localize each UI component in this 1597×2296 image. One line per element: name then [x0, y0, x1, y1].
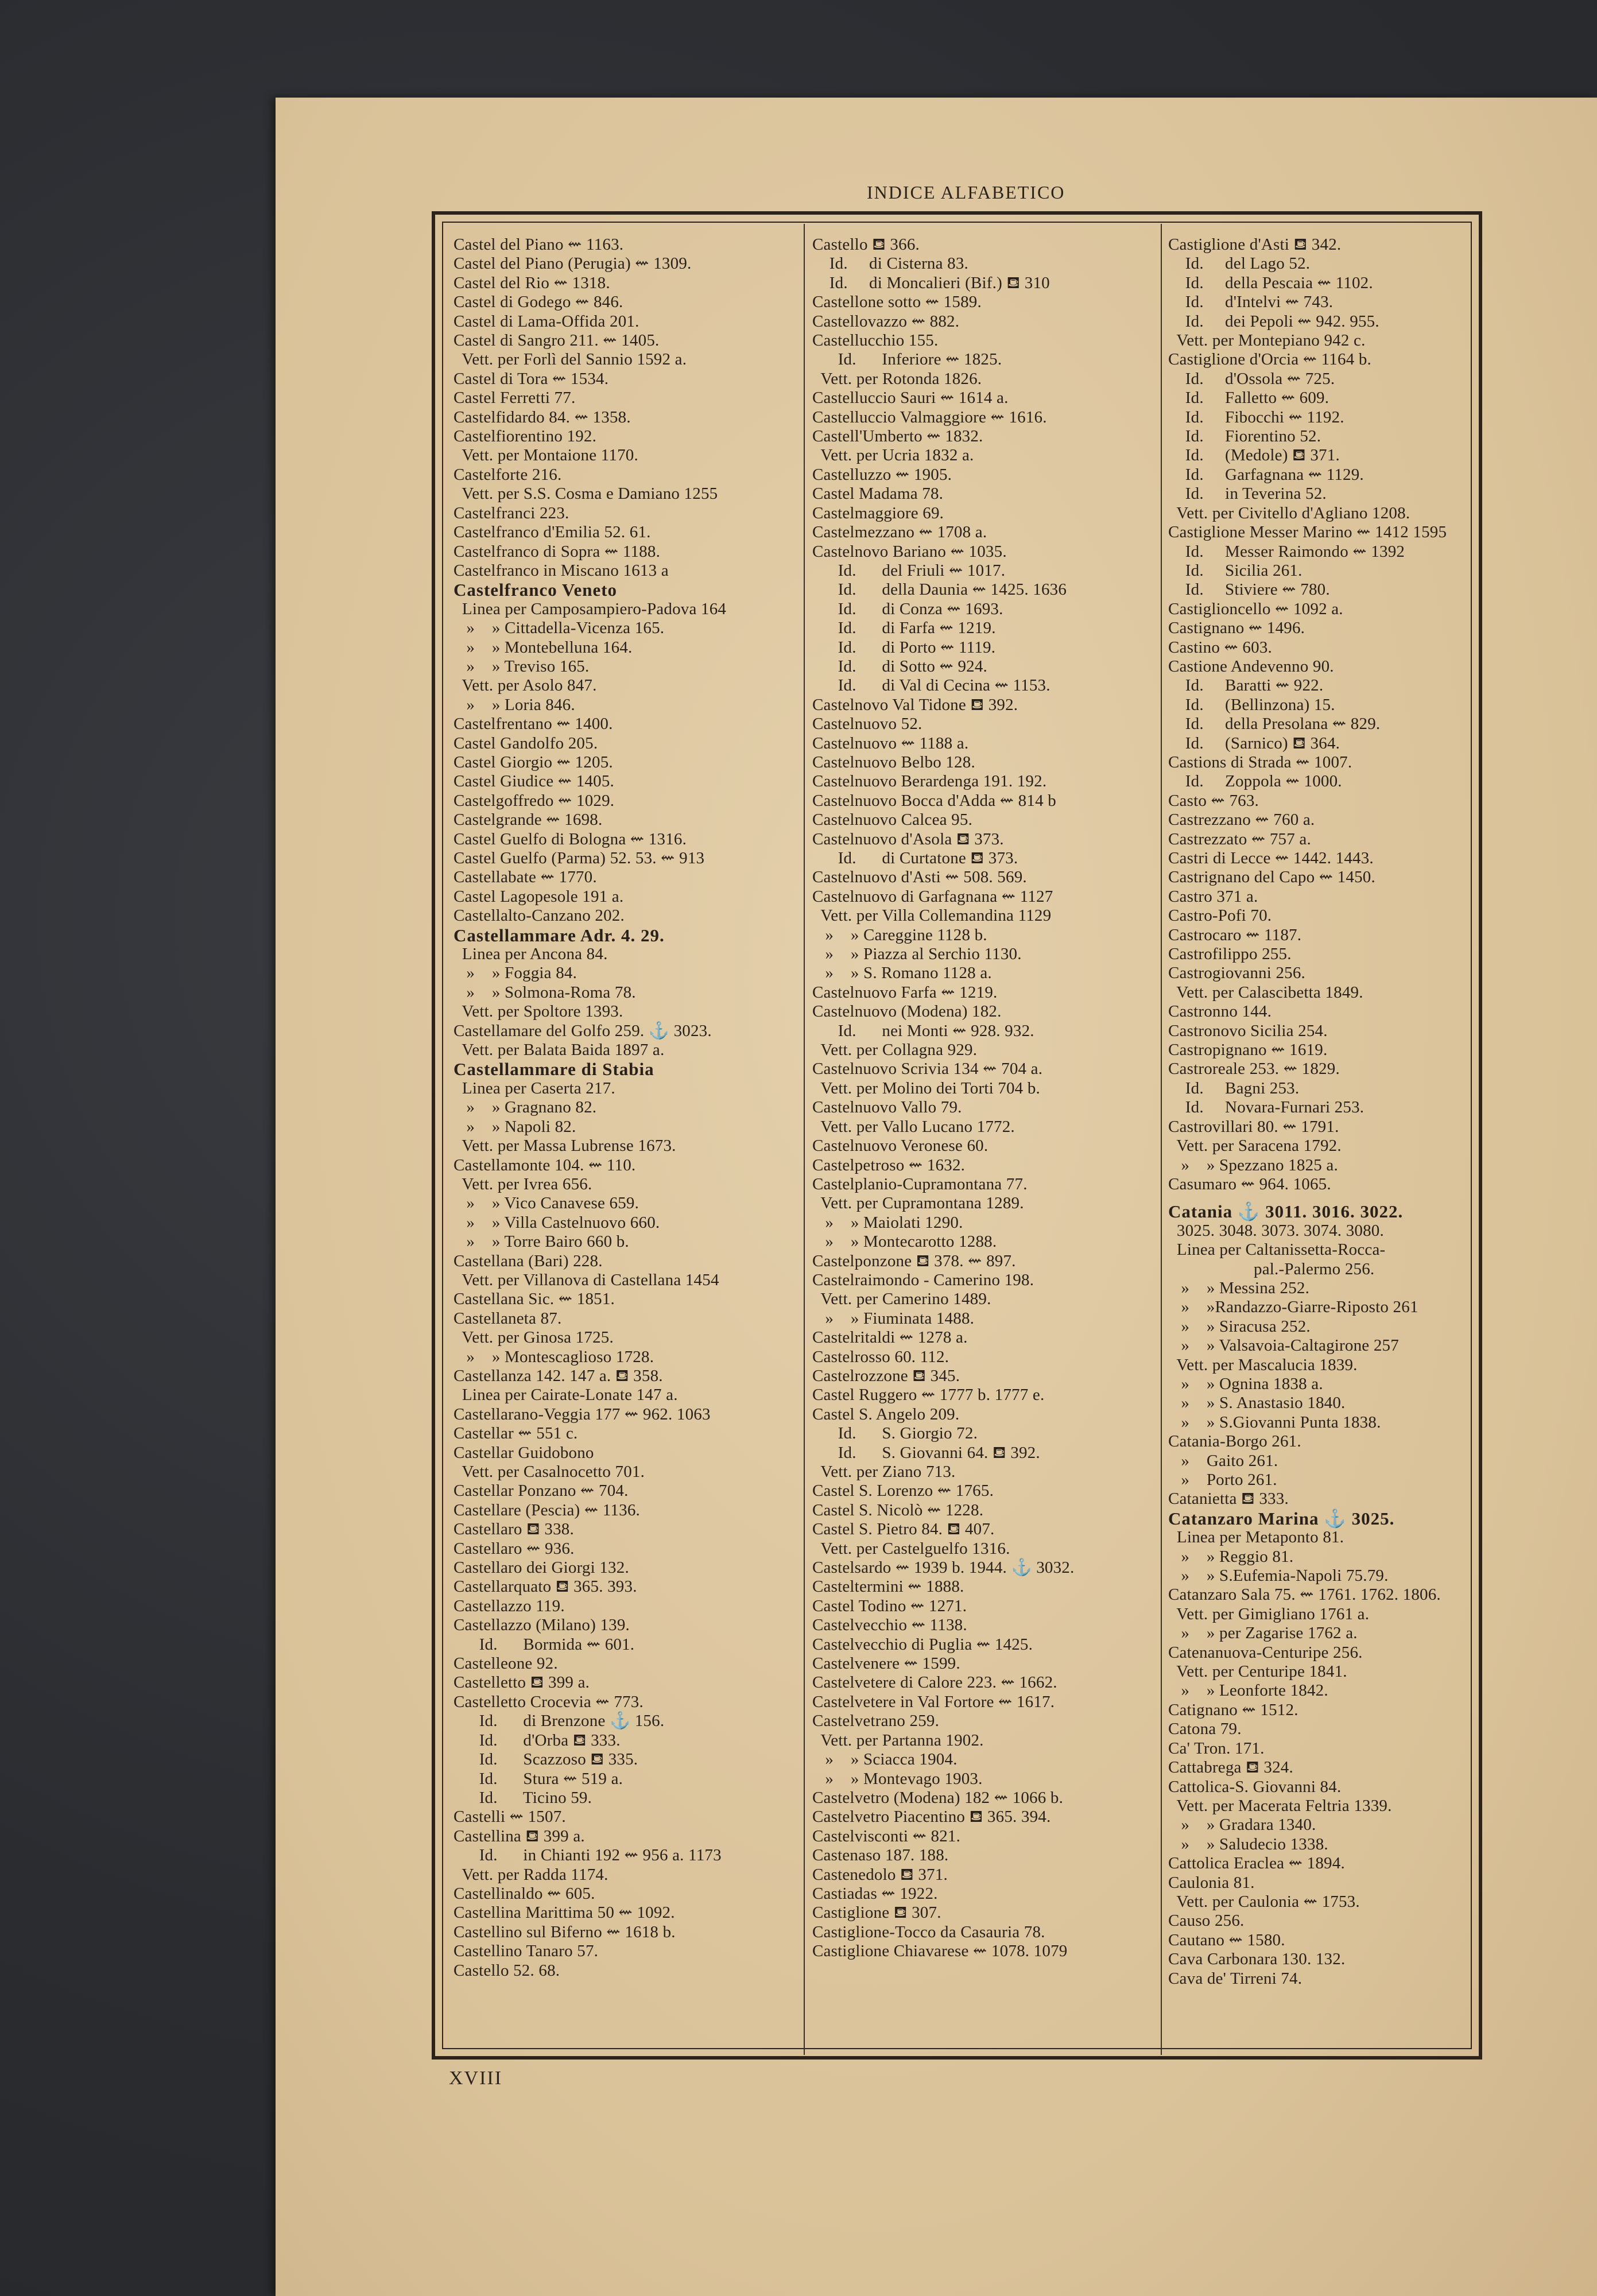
- index-entry: Vett. per Massa Lubrense 1673.: [453, 1137, 676, 1155]
- index-entry: Castelletto Croceviа ⇜ 773.: [453, 1692, 644, 1711]
- index-entry: Vett. per Villanova di Castellana 1454: [453, 1270, 719, 1289]
- index-entry: Castiglione Chiavarese ⇜ 1078. 1079: [812, 1942, 1068, 1961]
- index-entry: Vett. per Macerata Feltria 1339.: [1168, 1796, 1392, 1815]
- index-entry: » » S.Eufemia-Napoli 75.79.: [1168, 1566, 1389, 1585]
- index-entry: Vett. per Villa Collemandina 1129: [812, 906, 1052, 925]
- index-entry: Id. d'Ossola ⇜ 725.: [1168, 369, 1335, 388]
- index-entry: Id. d'Orba ⛾ 333.: [453, 1731, 621, 1750]
- index-entry: Castelnuovo Berardenga 191. 192.: [812, 772, 1047, 791]
- index-entry: Castellazzo (Milano) 139.: [453, 1616, 630, 1635]
- index-entry: Castel del Rio ⇜ 1318.: [453, 273, 610, 292]
- index-heading: Castellammare Adr. 4. 29.: [453, 925, 665, 945]
- index-entry: Castel Guelfo (Parma) 52. 53. ⇜ 913: [453, 849, 705, 867]
- index-entry: Castelfranco di Sopra ⇜ 1188.: [453, 542, 661, 561]
- index-entry: » » S.Giovanni Punta 1838.: [1168, 1413, 1381, 1432]
- index-entry: » » Solmona-Roma 78.: [453, 983, 636, 1002]
- index-entry: Castelfranco d'Emilia 52. 61.: [453, 523, 651, 542]
- index-entry: Vett. per Molino dei Torti 704 b.: [812, 1079, 1040, 1097]
- index-entry: Castel S. Angelo 209.: [812, 1405, 960, 1424]
- index-entry: Vett. per Casalnocetto 701.: [453, 1463, 645, 1481]
- index-entry: Castelnuovo Calcea 95.: [812, 810, 973, 829]
- index-entry: » » Montebelluna 164.: [453, 638, 633, 657]
- index-entry: Vett. per Balata Baida 1897 a.: [453, 1041, 665, 1060]
- index-entry: Castelfrentano ⇜ 1400.: [453, 715, 613, 734]
- index-entry: Vett. per Gimigliano 1761 a.: [1168, 1604, 1370, 1623]
- index-entry: » » Spezzano 1825 a.: [1168, 1155, 1338, 1174]
- index-entry: Cava de' Tirreni 74.: [1168, 1969, 1303, 1988]
- index-entry: Vett. per Cupramontana 1289.: [812, 1194, 1024, 1213]
- index-entry: Castelvecchio di Puglia ⇜ 1425.: [812, 1635, 1033, 1654]
- index-entry: Castel di Lama-Offida 201.: [453, 312, 639, 331]
- index-entry: » » Leonforte 1842.: [1168, 1681, 1328, 1700]
- index-entry: Castelpetroso ⇜ 1632.: [812, 1155, 966, 1174]
- index-entry: Id. Bagni 253.: [1168, 1079, 1300, 1097]
- index-entry: » » Maiolati 1290.: [812, 1213, 963, 1232]
- index-entry: Castrignano del Capo ⇜ 1450.: [1168, 868, 1375, 887]
- index-entry: Castelluccio Sauri ⇜ 1614 a.: [812, 389, 1009, 408]
- index-entry: Castroreale 253. ⇜ 1829.: [1168, 1060, 1340, 1079]
- index-entry: Castelvetere in Val Fortore ⇜ 1617.: [812, 1692, 1055, 1711]
- index-entry: 3025. 3048. 3073. 3074. 3080.: [1168, 1221, 1384, 1240]
- index-entry: Catania-Borgo 261.: [1168, 1432, 1301, 1451]
- index-entry: Castellar Ponzano ⇜ 704.: [453, 1481, 629, 1500]
- index-entry: Vett. per Spoltore 1393.: [453, 1002, 623, 1021]
- index-entry: Castell'Umberto ⇜ 1832.: [812, 427, 983, 446]
- index-entry: Castel di Tora ⇜ 1534.: [453, 369, 609, 388]
- index-entry: Castione Andevenno 90.: [1168, 657, 1334, 676]
- index-entry: Vett. per Civitello d'Agliano 1208.: [1168, 503, 1410, 522]
- index-entry: » » Siracusa 252.: [1168, 1317, 1311, 1336]
- index-entry: Vett. per Radda 1174.: [453, 1865, 608, 1884]
- index-entry: Castronno 144.: [1168, 1002, 1272, 1021]
- index-entry: » »Randazzo-Giarre-Riposto 261: [1168, 1298, 1418, 1317]
- index-entry: Castiglione Messer Marino ⇜ 1412 1595: [1168, 523, 1447, 542]
- index-entry: Castelletto ⛾ 399 a.: [453, 1673, 590, 1692]
- index-entry: Castrezzano ⇜ 760 a.: [1168, 810, 1315, 829]
- index-entry: Vett. per Centuripe 1841.: [1168, 1662, 1347, 1681]
- index-entry: Castelrosso 60. 112.: [812, 1347, 949, 1366]
- index-entry: Castellovazzo ⇜ 882.: [812, 312, 960, 331]
- index-entry: Castelgoffredo ⇜ 1029.: [453, 791, 615, 810]
- index-entry: Vett. per Camerino 1489.: [812, 1290, 991, 1309]
- index-entry: » » Saludecio 1338.: [1168, 1835, 1328, 1853]
- index-entry: Castellarano-Veggia 177 ⇜ 962. 1063: [453, 1405, 711, 1424]
- column-divider-2: [1161, 224, 1162, 2055]
- index-entry: Vett. per Partanna 1902.: [812, 1731, 984, 1750]
- index-entry: Castellina Marittima 50 ⇜ 1092.: [453, 1903, 675, 1922]
- index-entry: Cattolica Eraclea ⇜ 1894.: [1168, 1854, 1345, 1873]
- index-entry: Casteltermini ⇜ 1888.: [812, 1577, 964, 1596]
- index-entry: Castelvenere ⇜ 1599.: [812, 1654, 960, 1673]
- index-entry: Cava Carbonara 130. 132.: [1168, 1950, 1346, 1969]
- index-heading: Castellammare di Stabia: [453, 1059, 654, 1080]
- index-entry: Id. della Daunia ⇜ 1425. 1636: [812, 580, 1067, 599]
- index-column-3: [1168, 235, 1472, 2049]
- index-entry: Castel Ruggero ⇜ 1777 b. 1777 e.: [812, 1386, 1045, 1405]
- index-entry: Castelrozzone ⛾ 345.: [812, 1366, 960, 1385]
- index-entry: Castellaro ⛾ 338.: [453, 1520, 574, 1539]
- index-entry: Castrocaro ⇜ 1187.: [1168, 925, 1302, 944]
- index-entry: Vett. per Caulonia ⇜ 1753.: [1168, 1892, 1360, 1911]
- index-entry: Castelplanio-Cupramontana 77.: [812, 1174, 1028, 1193]
- index-entry: Castellana (Bari) 228.: [453, 1251, 603, 1270]
- index-entry: Castellana Sic. ⇜ 1851.: [453, 1290, 615, 1309]
- index-entry: Causo 256.: [1168, 1911, 1245, 1930]
- index-entry: » » Messina 252.: [1168, 1278, 1310, 1297]
- index-entry: Castelponzone ⛾ 378. ⇜ 897.: [812, 1251, 1016, 1270]
- index-entry: Castions di Strada ⇜ 1007.: [1168, 753, 1352, 771]
- index-entry: Cattolica-S. Giovanni 84.: [1168, 1777, 1342, 1796]
- index-entry: Castel Guelfo di Bologna ⇜ 1316.: [453, 829, 687, 848]
- index-entry: Id. di Farfa ⇜ 1219.: [812, 619, 996, 638]
- index-entry: Castelnuovo (Modena) 182.: [812, 1002, 1002, 1021]
- index-entry: Castelvetro (Modena) 182 ⇜ 1066 b.: [812, 1788, 1064, 1807]
- index-entry: Linea per Metaponto 81.: [1168, 1528, 1344, 1547]
- index-entry: » » Montescaglioso 1728.: [453, 1347, 654, 1366]
- index-entry: Id. d'Intelvi ⇜ 743.: [1168, 293, 1334, 312]
- column-divider-1: [804, 224, 805, 2055]
- index-entry: Vett. per Vallo Lucano 1772.: [812, 1117, 1015, 1136]
- index-entry: » » Montecarotto 1288.: [812, 1232, 997, 1251]
- index-entry: Castro-Pofi 70.: [1168, 906, 1272, 925]
- index-entry: » » Reggio 81.: [1168, 1547, 1294, 1566]
- index-entry: » » S. Romano 1128 a.: [812, 964, 992, 983]
- index-entry: Id. Stura ⇜ 519 a.: [453, 1769, 623, 1788]
- index-entry: Id. di Porto ⇜ 1119.: [812, 638, 996, 657]
- index-entry: Castellabate ⇜ 1770.: [453, 868, 597, 887]
- index-entry: Castrezzato ⇜ 757 a.: [1168, 829, 1311, 848]
- index-entry: Id. S. Giorgio 72.: [812, 1424, 978, 1443]
- index-entry: Id. in Teverina 52.: [1168, 484, 1327, 503]
- index-entry: Catenanuova-Centuripe 256.: [1168, 1643, 1363, 1662]
- index-entry: Castelvecchio ⇜ 1138.: [812, 1616, 967, 1635]
- index-entry: Vett. per Calascibetta 1849.: [1168, 983, 1363, 1002]
- index-entry: Linea per Cairate-Lonate 147 a.: [453, 1386, 678, 1405]
- index-entry: Id. Baratti ⇜ 922.: [1168, 676, 1324, 695]
- index-entry: Castenedolo ⛾ 371.: [812, 1865, 948, 1884]
- index-entry: Id. Sicilia 261.: [1168, 561, 1303, 580]
- index-entry: » » S. Anastasio 1840.: [1168, 1394, 1346, 1413]
- index-entry: Castellanza 142. 147 a. ⛾ 358.: [453, 1366, 663, 1385]
- index-entry: Id. dei Pepoli ⇜ 942. 955.: [1168, 312, 1379, 331]
- index-entry: Castiglione ⛾ 307.: [812, 1903, 941, 1922]
- index-entry: » » Valsavoia-Caltagirone 257: [1168, 1336, 1399, 1355]
- index-entry: Linea per Ancona 84.: [453, 945, 608, 964]
- index-entry: Castiglione d'Asti ⛾ 342.: [1168, 235, 1342, 254]
- index-entry: Id. in Chianti 192 ⇜ 956 a. 1173: [453, 1846, 722, 1865]
- index-entry: Castelluzzo ⇜ 1905.: [812, 465, 952, 484]
- index-entry: Vett. per Asolo 847.: [453, 676, 597, 695]
- index-entry: Castelnuovo ⇜ 1188 a.: [812, 734, 969, 753]
- index-entry: Id. di Curtatone ⛾ 373.: [812, 849, 1018, 867]
- index-entry: Catanzaro Sala 75. ⇜ 1761. 1762. 1806.: [1168, 1585, 1441, 1604]
- index-entry: Id. di Conza ⇜ 1693.: [812, 599, 1003, 618]
- index-entry: Castelleone 92.: [453, 1654, 558, 1673]
- index-entry: Id. (Sarnico) ⛾ 364.: [1168, 734, 1340, 753]
- index-entry: Vett. per Forlì del Sannio 1592 a.: [453, 350, 687, 369]
- index-entry: Vett. per Castelguelfo 1316.: [812, 1539, 1010, 1558]
- index-entry: » » per Zagarise 1762 a.: [1168, 1624, 1358, 1643]
- index-entry: Castri di Lecce ⇜ 1442. 1443.: [1168, 849, 1374, 867]
- index-entry: Castelnuovo di Garfagnana ⇜ 1127: [812, 887, 1053, 906]
- index-entry: Id. Falletto ⇜ 609.: [1168, 389, 1329, 408]
- index-entry: Castiadas ⇜ 1922.: [812, 1884, 938, 1903]
- index-entry: Casumaro ⇜ 964. 1065.: [1168, 1174, 1331, 1193]
- index-entry: Castellucchio 155.: [812, 331, 939, 350]
- index-entry: Castello 52. 68.: [453, 1961, 560, 1980]
- index-entry: Cattabrega ⛾ 324.: [1168, 1758, 1293, 1777]
- index-entry: Id. Garfagnana ⇜ 1129.: [1168, 465, 1364, 484]
- index-entry: Id. della Presolana ⇜ 829.: [1168, 715, 1381, 734]
- index-entry: Castellazzo 119.: [453, 1596, 565, 1615]
- index-entry: Castrovillari 80. ⇜ 1791.: [1168, 1117, 1339, 1136]
- index-entry: Castelnuovo 52.: [812, 715, 922, 734]
- index-entry: Vett. per Mascalucia 1839.: [1168, 1355, 1358, 1374]
- index-entry: Castelraimondo - Camerino 198.: [812, 1270, 1034, 1289]
- index-entry: Castel Giorgio ⇜ 1205.: [453, 753, 613, 771]
- index-entry: Castelnovo Bariano ⇜ 1035.: [812, 542, 1007, 561]
- index-heading: Catania ⚓ 3011. 3016. 3022.: [1168, 1201, 1404, 1222]
- index-entry: » » Vico Canavese 659.: [453, 1194, 639, 1213]
- index-entry: Castel S. Lorenzo ⇜ 1765.: [812, 1481, 994, 1500]
- index-entry: Castellone sotto ⇜ 1589.: [812, 293, 982, 312]
- index-entry: Castelfiorentino 192.: [453, 427, 597, 446]
- index-entry: Castel del Piano ⇜ 1163.: [453, 235, 624, 254]
- index-entry: Castelgrande ⇜ 1698.: [453, 810, 603, 829]
- index-entry: Castel del Piano (Perugia) ⇜ 1309.: [453, 254, 692, 273]
- index-entry: Castiglione d'Orcia ⇜ 1164 b.: [1168, 350, 1371, 369]
- index-entry: Castellar ⇜ 551 c.: [453, 1424, 578, 1443]
- index-entry: Castellina ⛾ 399 a.: [453, 1826, 585, 1845]
- index-entry: Castro 371 a.: [1168, 887, 1258, 906]
- index-entry: Id. Zoppola ⇜ 1000.: [1168, 772, 1342, 791]
- index-entry: Castelnuovo Veronese 60.: [812, 1137, 989, 1155]
- index-entry: Castel Gandolfo 205.: [453, 734, 598, 753]
- index-column-2: [812, 235, 1157, 2049]
- index-entry: Id. (Bellinzona) 15.: [1168, 695, 1335, 714]
- index-entry: Castiglione-Tocco da Casauria 78.: [812, 1922, 1045, 1941]
- index-entry: Catignano ⇜ 1512.: [1168, 1700, 1298, 1719]
- index-entry: Id. Messer Raimondo ⇜ 1392: [1168, 542, 1405, 561]
- index-entry: Castel Lagopesole 191 a.: [453, 887, 624, 906]
- index-entry: Ca' Tron. 171.: [1168, 1739, 1265, 1758]
- index-entry: Catanietta ⛾ 333.: [1168, 1490, 1289, 1508]
- index-entry: pal.-Palermo 256.: [1168, 1259, 1375, 1278]
- index-entry: » » Ognina 1838 a.: [1168, 1374, 1323, 1393]
- index-entry: Castellarquato ⛾ 365. 393.: [453, 1577, 637, 1596]
- index-entry: Castelli ⇜ 1507.: [453, 1808, 566, 1826]
- index-entry: Castellino Tanaro 57.: [453, 1942, 599, 1961]
- index-entry: » » Fiuminata 1488.: [812, 1309, 975, 1328]
- index-entry: Vett. per Montepiano 942 c.: [1168, 331, 1366, 350]
- index-entry: Id. Novara-Furnari 253.: [1168, 1098, 1365, 1117]
- index-entry: Id. del Friuli ⇜ 1017.: [812, 561, 1006, 580]
- index-entry: » » Gradara 1340.: [1168, 1816, 1316, 1835]
- index-entry: Castelnuovo Farfa ⇜ 1219.: [812, 983, 998, 1002]
- index-entry: Castelnuovo Vallo 79.: [812, 1098, 962, 1117]
- index-entry: Castello ⛾ 366.: [812, 235, 920, 254]
- index-entry: Id. Fibocchi ⇜ 1192.: [1168, 408, 1344, 426]
- index-entry: Castelvisconti ⇜ 821.: [812, 1826, 961, 1845]
- index-entry: » » Torre Bairo 660 b.: [453, 1232, 629, 1251]
- index-entry: Castino ⇜ 603.: [1168, 638, 1272, 657]
- index-entry: Castelluccio Valmaggiore ⇜ 1616.: [812, 408, 1047, 426]
- index-entry: » Gaito 261.: [1168, 1451, 1278, 1470]
- index-entry: Castel S. Nicolò ⇜ 1228.: [812, 1500, 984, 1519]
- index-entry: Castellino sul Biferno ⇜ 1618 b.: [453, 1922, 676, 1941]
- index-entry: Id. Ticino 59.: [453, 1788, 592, 1807]
- index-entry: Id. (Medole) ⛾ 371.: [1168, 446, 1340, 465]
- index-entry: Castelfranci 223.: [453, 503, 569, 522]
- index-entry: Castellare (Pescia) ⇜ 1136.: [453, 1500, 640, 1519]
- index-entry: Id. Scazzoso ⛾ 335.: [453, 1750, 638, 1769]
- index-entry: Castelritaldi ⇜ 1278 a.: [812, 1328, 968, 1347]
- index-entry: Castellalto-Canzano 202.: [453, 906, 625, 925]
- index-entry: Vett. per Saracena 1792.: [1168, 1137, 1342, 1155]
- index-entry: Castellinaldo ⇜ 605.: [453, 1884, 595, 1903]
- index-entry: Castelmezzano ⇜ 1708 a.: [812, 523, 987, 542]
- index-entry: » » Foggia 84.: [453, 964, 577, 983]
- index-entry: Cautano ⇜ 1580.: [1168, 1930, 1285, 1949]
- index-entry: Id. nei Monti ⇜ 928. 932.: [812, 1021, 1034, 1040]
- index-entry: Castel Todino ⇜ 1271.: [812, 1596, 967, 1615]
- index-entry: » » Napoli 82.: [453, 1117, 576, 1136]
- index-entry: Castellar Guidobono: [453, 1443, 594, 1462]
- index-entry: Id. di Cisterna 83.: [812, 254, 969, 273]
- index-entry: Linea per Camposampiero-Padova 164: [453, 599, 727, 618]
- index-entry: » » Montevago 1903.: [812, 1769, 983, 1788]
- index-entry: Castelvetro Piacentino ⛾ 365. 394.: [812, 1808, 1051, 1826]
- index-entry: Id. del Lago 52.: [1168, 254, 1311, 273]
- index-entry: Casto ⇜ 763.: [1168, 791, 1259, 810]
- index-entry: Castelnuovo d'Asti ⇜ 508. 569.: [812, 868, 1027, 887]
- index-entry: Castenaso 187. 188.: [812, 1846, 949, 1865]
- index-entry: » » Cittadella-Vicenza 165.: [453, 619, 665, 638]
- index-entry: Id. della Pescaia ⇜ 1102.: [1168, 273, 1373, 292]
- index-entry: Castel di Godego ⇜ 846.: [453, 293, 623, 312]
- index-entry: Id. Inferiore ⇜ 1825.: [812, 350, 1002, 369]
- index-column-1: [453, 235, 795, 2049]
- index-entry: Id. Fiorentino 52.: [1168, 427, 1321, 446]
- index-entry: Castelfidardo 84. ⇜ 1358.: [453, 408, 631, 426]
- index-entry: » » Piazza al Serchio 1130.: [812, 945, 1022, 964]
- index-entry: » » Loria 846.: [453, 695, 575, 714]
- index-entry: Castellamonte 104. ⇜ 110.: [453, 1155, 636, 1174]
- index-entry: Linea per Caltanissetta-Rocca-: [1168, 1240, 1386, 1259]
- index-entry: Id. Bormida ⇜ 601.: [453, 1635, 635, 1654]
- index-entry: Castelforte 216.: [453, 465, 562, 484]
- index-entry: Castelnovo Val Tidone ⛾ 392.: [812, 695, 1018, 714]
- index-entry: Castelnuovo Belbo 128.: [812, 753, 975, 771]
- index-entry: Id. Stiviere ⇜ 780.: [1168, 580, 1330, 599]
- index-entry: » Porto 261.: [1168, 1471, 1277, 1489]
- index-entry: Castel S. Pietro 84. ⛾ 407.: [812, 1520, 995, 1539]
- index-entry: Castiglioncello ⇜ 1092 a.: [1168, 599, 1343, 618]
- index-entry: Castellaro ⇜ 936.: [453, 1539, 575, 1558]
- index-entry: Vett. per Collagna 929.: [812, 1041, 978, 1060]
- index-entry: Castrogiovanni 256.: [1168, 964, 1306, 983]
- index-entry: » » Treviso 165.: [453, 657, 590, 676]
- index-entry: Vett. per Ginosa 1725.: [453, 1328, 614, 1347]
- index-entry: Castrofilippo 255.: [1168, 945, 1292, 964]
- index-entry: Castelsardo ⇜ 1939 b. 1944. ⚓ 3032.: [812, 1558, 1075, 1577]
- index-entry: Castellaro dei Giorgi 132.: [453, 1558, 629, 1577]
- index-entry: Castelnuovo Scrivia 134 ⇜ 704 a.: [812, 1060, 1043, 1079]
- index-entry: Vett. per Rotonda 1826.: [812, 369, 982, 388]
- index-heading: Castelfranco Veneto: [453, 580, 618, 600]
- index-entry: Id. di Val di Cecina ⇜ 1153.: [812, 676, 1051, 695]
- index-entry: » » Careggine 1128 b.: [812, 925, 987, 944]
- index-entry: » » Sciacca 1904.: [812, 1750, 958, 1769]
- index-entry: Vett. per Ucria 1832 a.: [812, 446, 974, 465]
- index-entry: Castignano ⇜ 1496.: [1168, 619, 1305, 638]
- index-entry: Castelnuovo d'Asola ⛾ 373.: [812, 829, 1004, 848]
- index-entry: Castelvetere di Calore 223. ⇜ 1662.: [812, 1673, 1057, 1692]
- index-entry: Castelvetrano 259.: [812, 1712, 940, 1731]
- index-entry: Catona 79.: [1168, 1720, 1242, 1739]
- index-entry: Vett. per Ziano 713.: [812, 1463, 956, 1481]
- index-heading: Catanzaro Marina ⚓ 3025.: [1168, 1508, 1395, 1529]
- index-entry: Castronovo Sicilia 254.: [1168, 1021, 1328, 1040]
- index-entry: Id. di Moncalieri (Bif.) ⛾ 310: [812, 273, 1050, 292]
- index-entry: » » Villa Castelnuovo 660.: [453, 1213, 660, 1232]
- index-entry: Caulonia 81.: [1168, 1873, 1255, 1892]
- index-entry: Vett. per S.S. Cosma e Damiano 1255: [453, 484, 718, 503]
- index-entry: Castel di Sangro 211. ⇜ 1405.: [453, 331, 660, 350]
- index-entry: » » Gragnano 82.: [453, 1098, 597, 1117]
- index-entry: Castelfranco in Miscano 1613 a: [453, 561, 669, 580]
- index-entry: Castellaneta 87.: [453, 1309, 562, 1328]
- index-entry: Castropignano ⇜ 1619.: [1168, 1041, 1328, 1060]
- index-entry: Castellamare del Golfo 259. ⚓ 3023.: [453, 1021, 712, 1040]
- index-entry: Castel Madama 78.: [812, 484, 944, 503]
- index-entry: Id. S. Giovanni 64. ⛾ 392.: [812, 1443, 1040, 1462]
- index-entry: Vett. per Ivrea 656.: [453, 1174, 592, 1193]
- index-entry: Linea per Caserta 217.: [453, 1079, 615, 1097]
- index-entry: Castelmaggiore 69.: [812, 503, 944, 522]
- index-entry: Id. di Brenzone ⚓ 156.: [453, 1712, 665, 1731]
- index-entry: Id. di Sotto ⇜ 924.: [812, 657, 988, 676]
- page-number: XVIII: [449, 2068, 503, 2089]
- index-entry: Castel Giudice ⇜ 1405.: [453, 772, 614, 791]
- index-entry: Vett. per Montaione 1170.: [453, 446, 638, 465]
- index-entry: Castel Ferretti 77.: [453, 389, 576, 408]
- index-entry: Castelnuovo Bocca d'Adda ⇜ 814 b: [812, 791, 1056, 810]
